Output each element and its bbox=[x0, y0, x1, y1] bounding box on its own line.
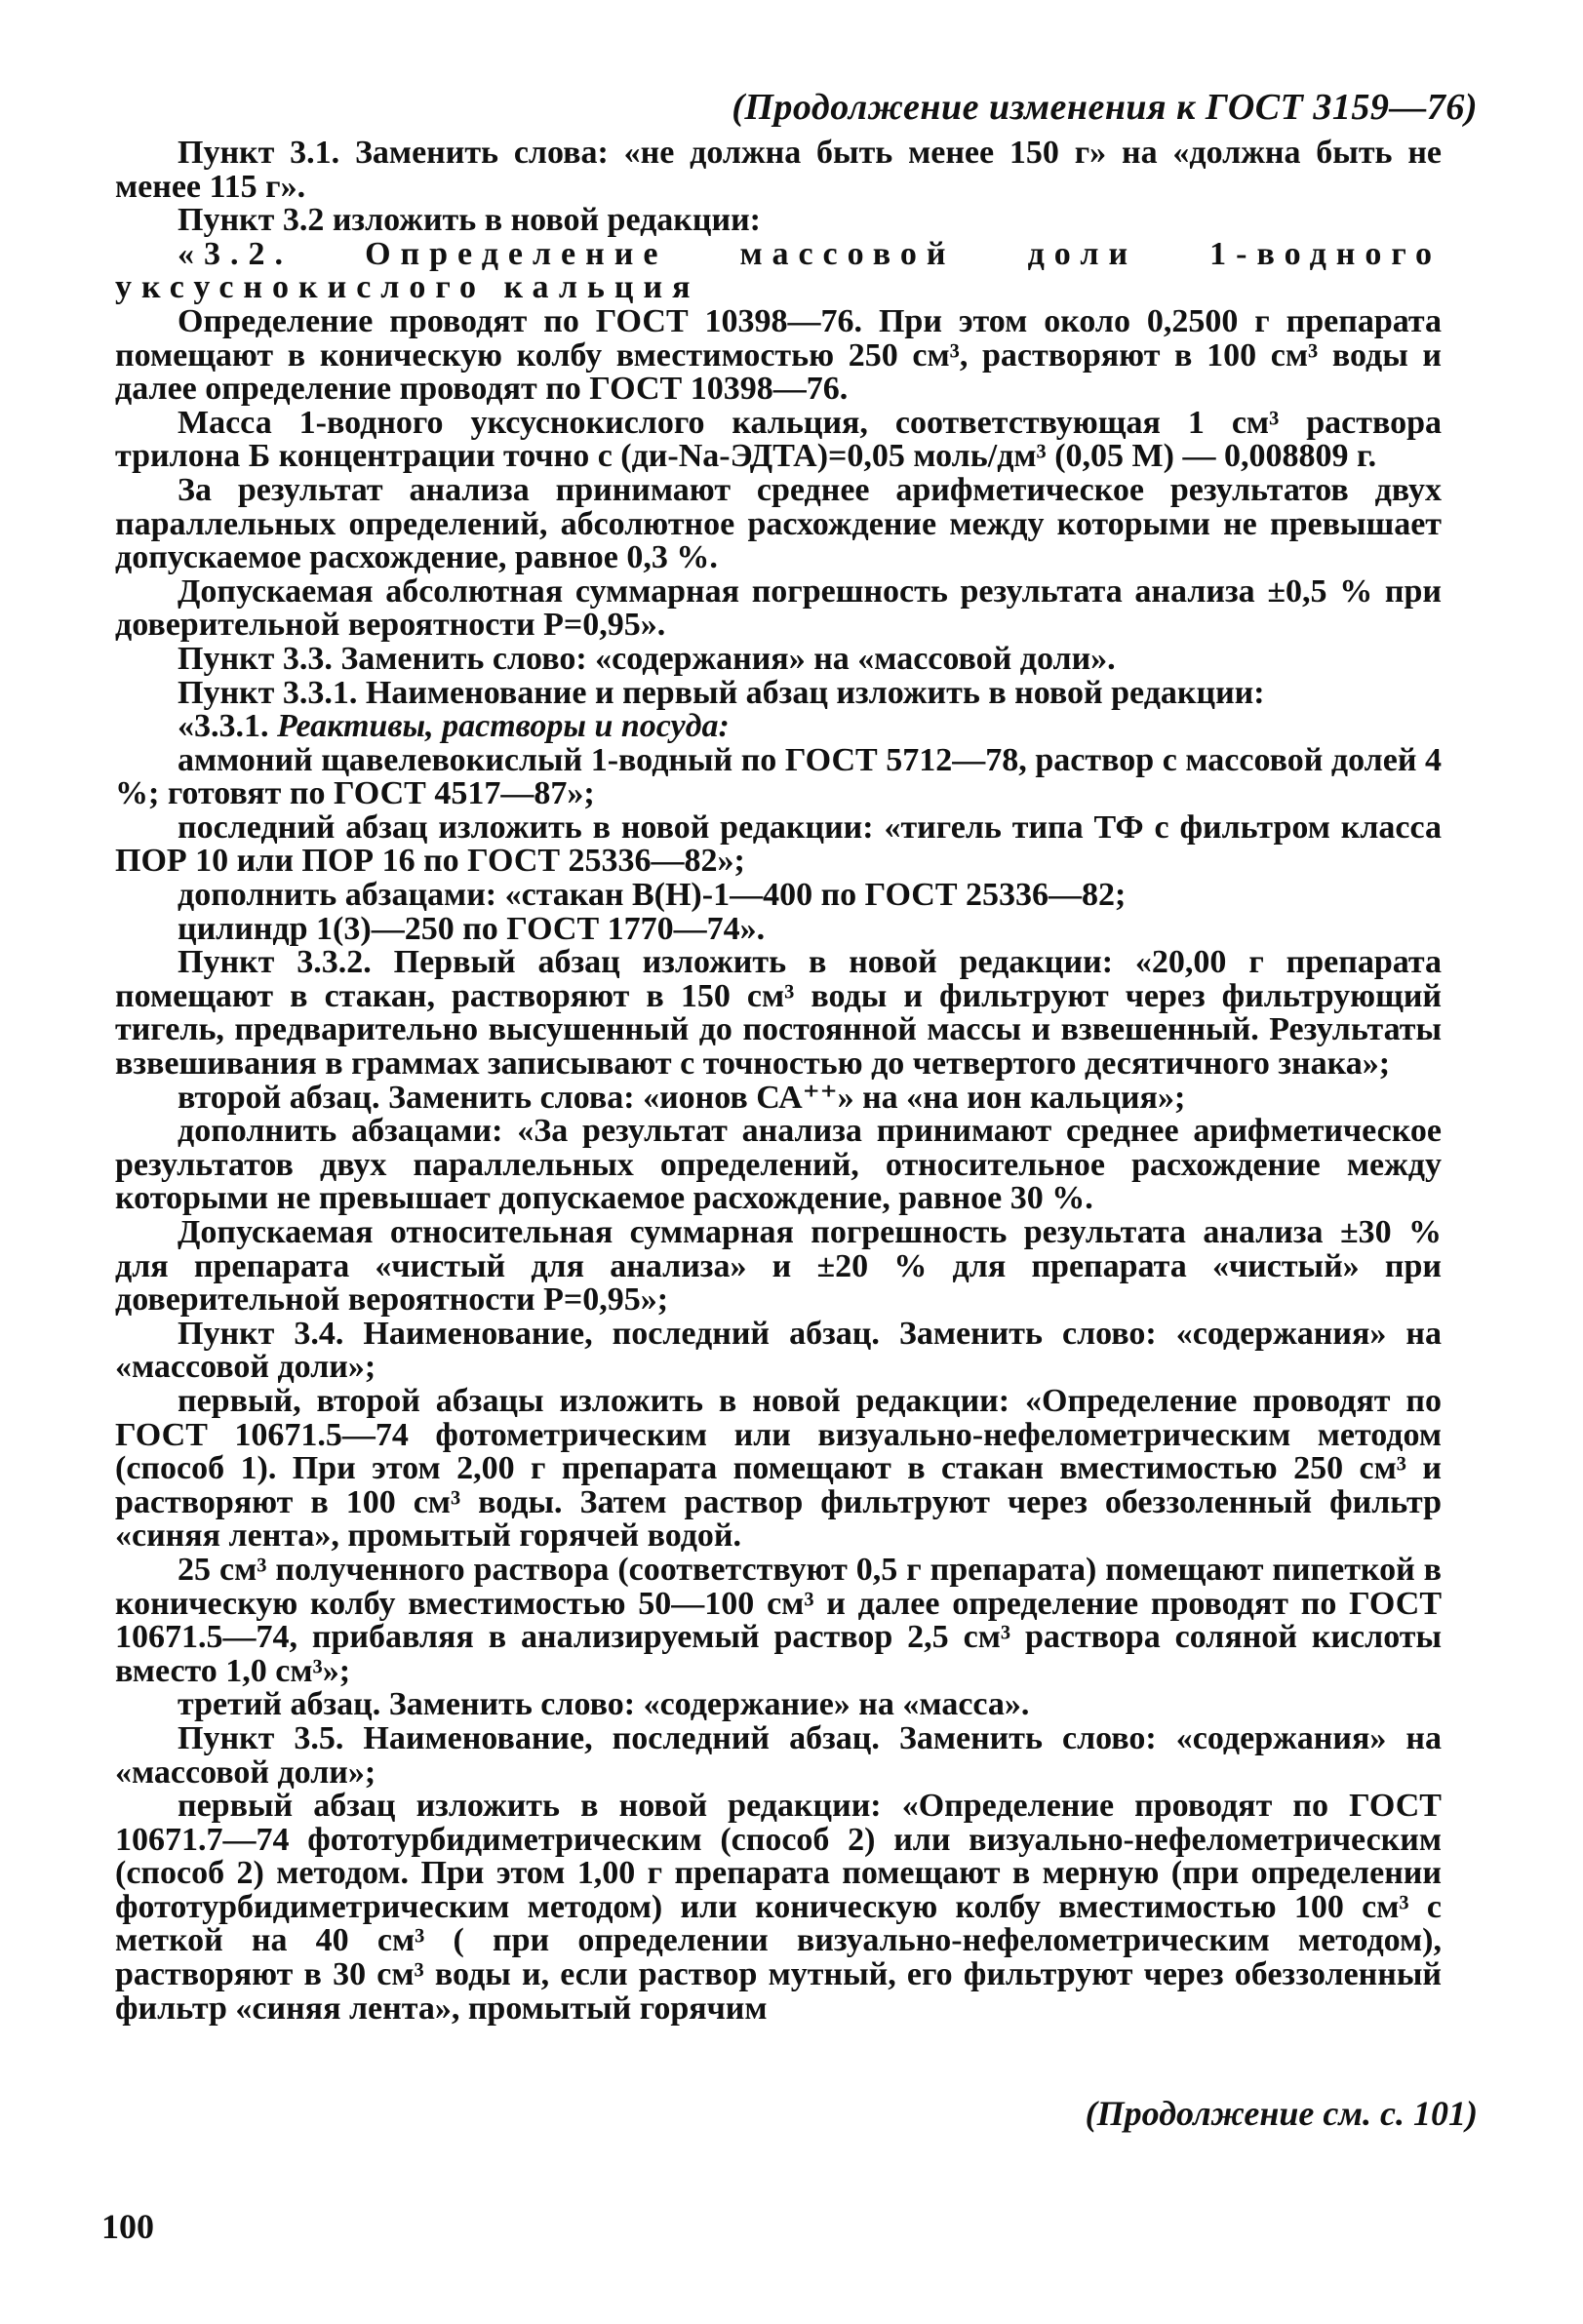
paragraph: первый, второй абзацы изложить в новой редакции: «Определение проводят по ГОСТ 10671.5—74 фотометрическим или визуально-нефелометрическим методом (способ 1). При этом 2,00 г препарата помещают в стакан вместимостью 250 см³ и растворяют в 100 см³ воды. Затем раствор фильтруют через обеззоленный фильтр «синяя лента», промытый горячей водой. bbox=[115, 1382, 1442, 1555]
paragraph: Пункт 3.3.2. Первый абзац изложить в новой редакции: «20,00 г препарата помещают в стакан, растворяют в 150 см³ воды и фильтруют через фильтрующий тигель, предварительно высушенный до постоянной массы и взвешенный. Результаты взвешивания в граммах записывают с точностью до четвертого десятичного знака»; bbox=[115, 944, 1442, 1083]
paragraph: Пункт 3.2 изложить в новой редакции: bbox=[178, 202, 761, 239]
paragraph: 25 см³ полученного раствора (соответствуют 0,5 г препарата) помещают пипеткой в коническую колбу вместимостью 50—100 см³ и далее определение проводят по ГОСТ 10671.5—74, прибавляя в анализируемый раствор 2,5 см³ раствора соляной кислоты вместо 1,0 см³»; bbox=[115, 1551, 1442, 1689]
section-heading: «3.2. Определение массовой доли 1-водного уксуснокислого кальция bbox=[115, 235, 1442, 306]
paragraph: Определение проводят по ГОСТ 10398—76. При этом около 0,2500 г препарата помещают в коническую колбу вместимостью 250 см³, растворяют в 100 см³ воды и далее определение проводят по ГОСТ 10398—76. bbox=[115, 302, 1442, 408]
paragraph: Допускаемая относительная суммарная погрешность результата анализа ±30 % для препарата «чистый для анализа» и ±20 % для препарата «чистый» при доверительной вероятности Р=0,95»; bbox=[115, 1214, 1442, 1319]
paragraph: Допускаемая абсолютная суммарная погрешность результата анализа ±0,5 % при доверительной вероятности Р=0,95». bbox=[115, 572, 1442, 644]
paragraph: второй абзац. Заменить слова: «ионов СА⁺⁺» на «на ион кальция»; bbox=[178, 1079, 1186, 1116]
paragraph: Пункт 3.3. Заменить слово: «содержания» на «массовой доли». bbox=[178, 640, 1116, 677]
paragraph: первый абзац изложить в новой редакции: «Определение проводят по ГОСТ 10671.7—74 фототурбидиметрическим (способ 2) или визуально-нефелометрическим (способ 2) методом. При этом 1,00 г препарата помещают в мерную (при определении фототурбидиметрическим методом) или коническую колбу вместимостью 100 см³ с меткой на 40 см³ ( при определении визуально-нефелометрическим методом), растворяют в 30 см³ воды и, если раствор мутный, его фильтруют через обеззоленный фильтр «синяя лента», промытый горячим bbox=[115, 1788, 1442, 2027]
italic-heading-text: Реактивы, растворы и посуда: bbox=[277, 708, 730, 745]
paragraph: Пункт 3.4. Наименование, последний абзац. Заменить слово: «содержания» на «массовой доли»; bbox=[115, 1315, 1442, 1386]
paragraph: третий абзац. Заменить слово: «содержание» на «масса». bbox=[178, 1686, 1030, 1723]
body-text bbox=[115, 137, 1442, 2026]
paragraph-italic-heading: «3.3.1. Реактивы, растворы и посуда: bbox=[178, 708, 730, 745]
paragraph: аммоний щавелевокислый 1-водный по ГОСТ 5712—78, раствор с массовой долей 4 %; готовят по ГОСТ 4517—87»; bbox=[115, 741, 1442, 812]
paragraph: цилиндр 1(3)—250 по ГОСТ 1770—74». bbox=[178, 910, 766, 947]
page-number: 100 bbox=[101, 2207, 154, 2246]
paragraph: последний абзац изложить в новой редакции: «тигель типа ТФ с фильтром класса ПОР 10 или ПОР 16 по ГОСТ 25336—82»; bbox=[115, 808, 1442, 880]
paragraph: дополнить абзацами: «стакан В(Н)-1—400 по ГОСТ 25336—82; bbox=[178, 877, 1127, 914]
paragraph: Пункт 3.5. Наименование, последний абзац. Заменить слово: «содержания» на «массовой доли»; bbox=[115, 1719, 1442, 1791]
paragraph: За результат анализа принимают среднее арифметическое результатов двух параллельных определений, абсолютное расхождение между которыми не превышает допускаемое расхождение, равное 0,3 %. bbox=[115, 471, 1442, 576]
paragraph: Пункт 3.1. Заменить слова: «не должна быть менее 150 г» на «должна быть не менее 115 г». bbox=[115, 135, 1442, 205]
continuation-footer: (Продолжение см. с. 101) bbox=[1085, 2094, 1478, 2133]
paragraph: дополнить абзацами: «За результат анализа принимают среднее арифметическое результатов двух параллельных определений, относительное расхождение между которыми не превышает допускаемое расхождение, равное 30 %. bbox=[115, 1113, 1442, 1217]
paragraph: Масса 1-водного уксуснокислого кальция, соответствующая 1 см³ раствора трилона Б концентрации точно с (ди-Na-ЭДТА)=0,05 моль/дм³ (0,05 М) — 0,008809 г. bbox=[115, 404, 1442, 475]
continuation-header: (Продолжение изменения к ГОСТ 3159—76) bbox=[732, 87, 1478, 128]
paragraph: Пункт 3.3.1. Наименование и первый абзац изложить в новой редакции: bbox=[178, 674, 1265, 711]
